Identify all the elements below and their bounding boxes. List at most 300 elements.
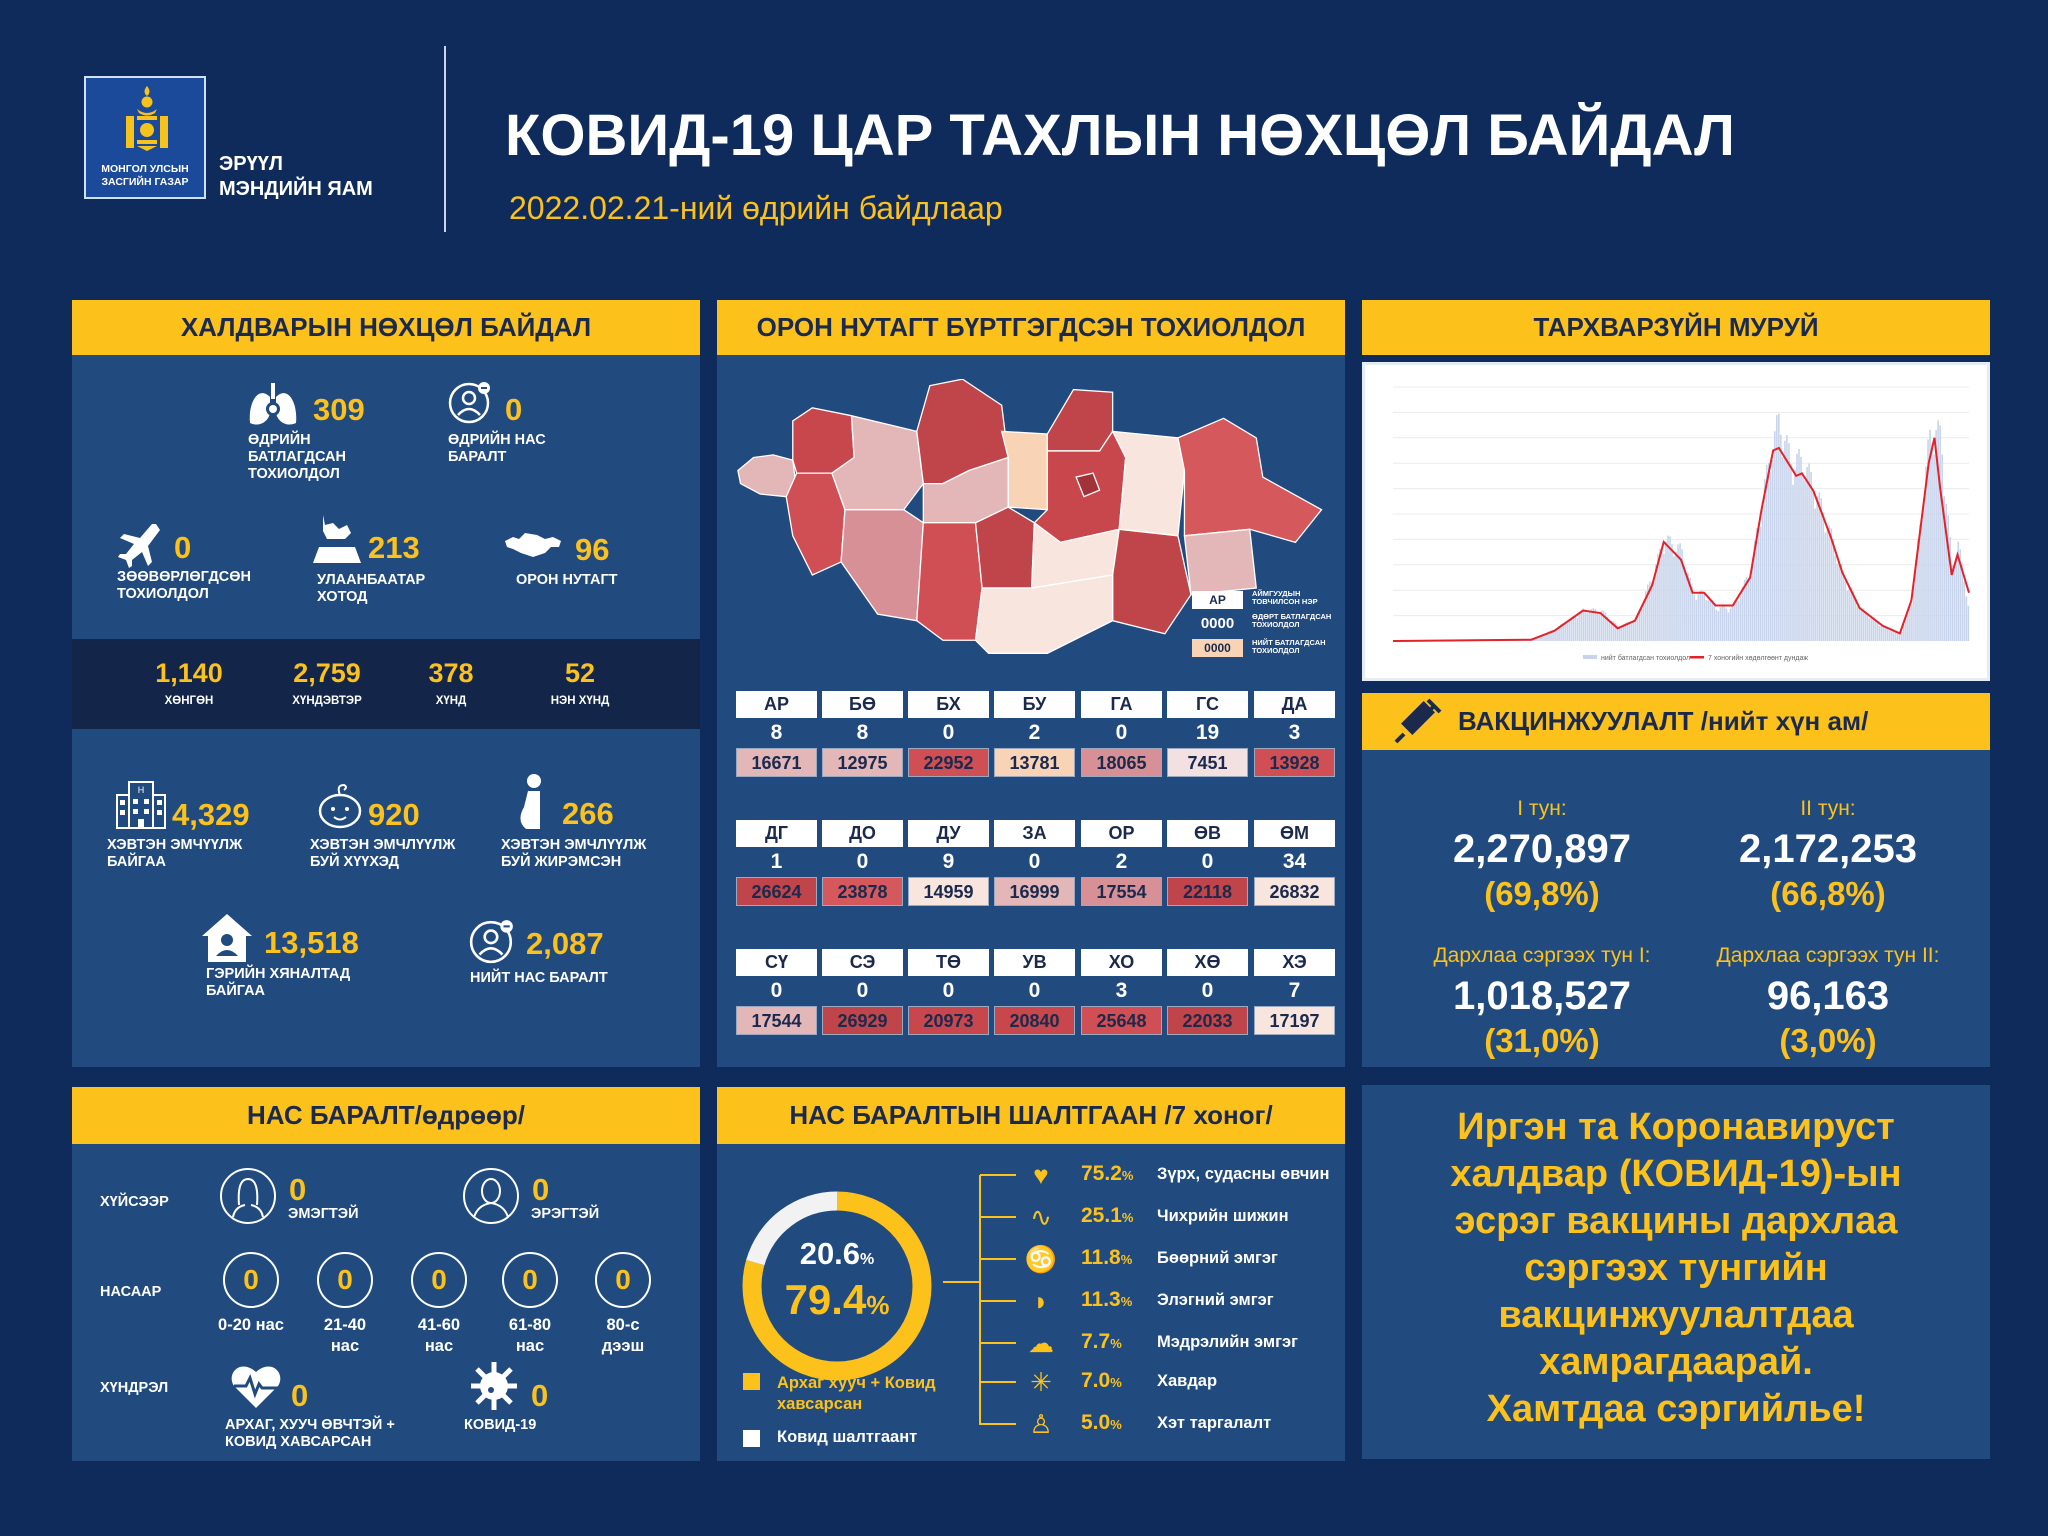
death-person-icon [468,918,516,964]
daily-cases-bar [1955,560,1957,641]
daily-cases-bar [1659,549,1661,641]
daily-cases-bar [1570,617,1572,641]
daily-cases-bar [1770,472,1772,641]
dose-percent: (69,8%) [1484,875,1600,912]
province-total-cases: 26832 [1254,877,1335,906]
children-value: 920 [368,797,420,832]
daily-cases-bar [1758,524,1760,641]
dose-label: I тун: [1517,797,1567,820]
map-region-sukhbaatar [1184,529,1256,594]
donut-covid-only-pct [737,1236,937,1272]
daily-cases-bar [1574,616,1576,641]
daily-cases-bar [1693,595,1695,641]
daily-cases-bar [1883,626,1885,641]
pct-unit: % [866,1290,890,1320]
daily-cases-bar [1857,606,1859,641]
daily-cases-bar [1871,617,1873,641]
daily-cases-bar [1750,578,1752,641]
daily-cases-bar [1768,463,1770,641]
by-age-label: НАСААР [100,1284,162,1300]
bracket-tick [980,1258,1016,1260]
province-daily-cases: 0 [1115,721,1128,744]
page-title: КОВИД-19 ЦАР ТАХЛЫН НӨХЦӨЛ БАЙДАЛ [505,103,1735,168]
daily-cases-bar [1714,604,1716,641]
dose-count: 2,270,897 [1453,827,1631,871]
government-logo [84,76,206,199]
daily-cases-bar [1667,535,1669,641]
daily-cases-bar [1802,476,1804,641]
daily-cases-bar [1966,597,1968,641]
daily-cases-bar [1766,465,1768,641]
daily-cases-bar [1643,600,1645,641]
daily-cases-bar [1585,610,1587,641]
daily-cases-bar [1587,613,1589,641]
bracket-tick [980,1381,1016,1383]
daily-cases-bar [1881,626,1883,641]
province-total-cases: 16999 [994,877,1075,906]
daily-cases-bar [1800,457,1802,641]
home-monitoring-value: 13,518 [264,925,359,960]
male-label: ЭРЭГТЭЙ [531,1206,600,1222]
daily-cases-bar [1556,629,1558,641]
legend-covid-swatch [743,1430,760,1447]
cause-percent [1081,1411,1122,1435]
bracket-tick [980,1174,1016,1176]
province-code: СҮ [736,949,817,976]
soyombo-emblem-icon [124,84,170,152]
daily-cases-bar [1566,623,1568,641]
province-daily-cases: 19 [1195,721,1220,744]
severity-value: 2,759 [293,658,361,688]
daily-cases-bar [1794,470,1796,641]
pct-unit: % [860,1251,875,1268]
daily-cases-bar [1641,608,1643,641]
daily-cases-bar [1780,435,1782,641]
daily-cases-bar [1746,577,1748,641]
syringe-icon [1390,698,1442,746]
age-group-label: 41-60 нас [417,1316,461,1355]
daily-cases-bar [1887,628,1889,641]
daily-cases-bar [1853,591,1855,641]
province-total-cases: 13928 [1254,748,1335,777]
daily-confirmed-label: ӨДРИЙН БАТЛАГДСАН ТОХИОЛДОЛ [248,432,347,482]
province-total-cases: 26624 [736,877,817,906]
province-code: БУ [994,691,1075,718]
province-code: ОР [1081,820,1162,847]
daily-cases-bar [1661,550,1663,641]
province-daily-cases: 0 [856,850,869,873]
cause-percent [1081,1246,1132,1270]
cause-percent-value: 7.0 [1081,1369,1111,1392]
daily-cases-bar [1564,624,1566,641]
daily-cases-bar [1899,634,1901,641]
daily-cases-bar [1939,425,1941,641]
daily-cases-bar [1732,606,1734,641]
children-label: ХЭВТЭН ЭМЧЛҮҮЛЖ БУЙ ХҮҮХЭД [310,837,456,870]
pct-unit: % [1121,1210,1134,1225]
daily-cases-bar [1851,588,1853,641]
province-code: ХО [1081,949,1162,976]
map-region-dornogovi [1113,529,1191,633]
province-code: СЭ [822,949,903,976]
daily-cases-bar [1798,449,1800,641]
province-daily-cases: 0 [770,979,783,1002]
daily-cases-bar [1810,472,1812,641]
daily-cases-bar [1718,611,1720,641]
daily-cases-bar [1830,528,1832,641]
province-total-cases: 22952 [908,748,989,777]
province-daily-cases: 0 [942,721,955,744]
pct-unit: % [1121,1168,1134,1183]
daily-cases-bar [1941,454,1943,641]
daily-cases-bar [1572,616,1574,641]
cause-label: Хэт таргалалт [1157,1414,1272,1432]
province-code: БХ [908,691,989,718]
daily-cases-bar [1913,584,1915,641]
cause-percent-value: 7.7 [1081,1330,1111,1353]
report-date: 2022.02.21-ний өдрийн байдлаар [509,190,1003,226]
province-total-cases: 12975 [822,748,903,777]
bracket-stem [943,1281,980,1283]
legend-bars-swatch [1583,655,1597,659]
map-legend-abbr-label: АЙМГУУДЫН ТОВЧИЛСОН НЭР [1252,589,1318,606]
province-total-cases: 20840 [994,1006,1075,1035]
severity-label: ХҮНД [435,695,467,707]
province-daily-cases: 7 [1288,979,1301,1002]
dose-label: Дархлаа сэргээх тун I: [1433,944,1651,967]
daily-confirmed-value: 309 [313,392,365,427]
cause-percent-value: 5.0 [1081,1411,1111,1434]
province-daily-cases: 2 [1115,850,1128,873]
cause-percent [1081,1369,1122,1393]
province-daily-cases: 2 [1028,721,1041,744]
daily-cases-bar [1889,631,1891,641]
dose-count: 2,172,253 [1739,827,1917,871]
daily-cases-bar [1619,628,1621,641]
daily-cases-bar [1671,544,1673,641]
severity-label: ХҮНДЭВТЭР [292,695,362,707]
map-region-khovd [786,473,845,575]
infection-panel-title: ХАЛДВАРЫН НӨХЦӨЛ БАЙДАЛ [72,300,700,355]
severity-label: ХӨНГӨН [164,695,214,707]
curve-panel-title: ТАРХВАРЗҮЙН МУРУЙ [1362,300,1990,355]
province-code: ДО [822,820,903,847]
pct-unit: % [1110,1417,1122,1432]
covid-label: КОВИД-19 [464,1417,537,1433]
ulaanbaatar-value: 213 [368,530,420,565]
ministry-name: ЭРҮҮЛ МЭНДИЙН ЯАМ [219,153,373,200]
pct-unit: % [1120,1252,1133,1267]
tumor-icon: ✳ [1030,1367,1052,1397]
vaccination-appeal-text: Иргэн та Коронавируст халдвар (КОВИД-19)-ын эсрэг вакцины дархлаа сэргээх тунгийн вакцинжуулалтдаа хамрагдаарай. Хамтдаа сэргийлье! [1450,1106,1902,1430]
daily-cases-bar [1869,618,1871,641]
hospitalized-label: ХЭВТЭН ЭМЧҮҮЛЖ БАЙГАА [107,837,243,870]
daily-cases-bar [1788,443,1790,641]
cause-label: Мэдрэлийн эмгэг [1157,1333,1298,1351]
daily-cases-bar [1863,608,1865,641]
heart-pulse-icon [230,1362,282,1410]
male-icon [462,1167,520,1225]
province-total-cases: 26929 [822,1006,903,1035]
daily-cases-bar [1720,608,1722,641]
daily-cases-bar [1591,609,1593,641]
daily-cases-bar [1947,515,1949,641]
daily-cases-bar [1675,552,1677,641]
heart-organ-icon: ♥ [1033,1160,1049,1190]
logo-text: МОНГОЛ УЛСЫН ЗАСГИЙН ГАЗАР [101,163,189,188]
daily-cases-bar [1663,554,1665,641]
cause-percent-value: 11.8 [1081,1246,1121,1269]
daily-cases-bar [1568,620,1570,641]
province-daily-cases: 1 [770,850,783,873]
pregnant-label: ХЭВТЭН ЭМЧЛҮҮЛЖ БУЙ ЖИРЭМСЭН [501,837,647,870]
regional-panel-title: ОРОН НУТАГТ БҮРТГЭГДСЭН ТОХИОЛДОЛ [717,300,1345,355]
province-code: ГА [1081,691,1162,718]
hospital-icon [115,781,167,829]
daily-cases-bar [1677,545,1679,641]
map-region-khentii [1113,431,1185,535]
imported-label: ЗӨӨВӨРЛӨГДСӨН ТОХИОЛДОЛ [117,569,252,602]
daily-cases-bar [1832,540,1834,641]
daily-cases-bar [1877,622,1879,641]
province-daily-cases: 0 [1201,979,1214,1002]
age-group-label: 21-40 нас [323,1316,367,1355]
daily-cases-bar [1790,464,1792,641]
female-label: ЭМЭГТЭЙ [288,1206,359,1222]
cause-percent-value: 25.1 [1081,1204,1122,1227]
cause-percent [1081,1330,1122,1354]
province-daily-cases: 0 [856,979,869,1002]
daily-cases-bar [1861,608,1863,641]
severity-value: 52 [564,658,596,688]
age-group-label: 80-с дээш [601,1316,645,1355]
home-person-icon [202,914,252,962]
death-person-icon [447,380,493,424]
map-region-bayankhongor [917,523,982,641]
daily-cases-bar [1673,556,1675,641]
age-group-label: 61-80 нас [508,1316,552,1355]
daily-cases-bar [1784,441,1786,641]
province-total-cases: 17544 [736,1006,817,1035]
daily-cases-bar [1697,595,1699,641]
province-total-cases: 22033 [1167,1006,1248,1035]
covid-only-pct-value: 20.6 [799,1236,861,1271]
chronic-pct-value: 79.4 [784,1276,867,1323]
lungs-icon [248,383,298,427]
daily-cases-bar [1772,460,1774,641]
daily-cases-bar [1855,598,1857,641]
daily-cases-bar [1730,609,1732,641]
daily-cases-bar [1683,565,1685,641]
map-legend-daily-sample: 0000 [1200,615,1235,632]
province-daily-cases: 8 [856,721,869,744]
legend-covid-label: Ковид шалтгаант [777,1428,918,1446]
daily-cases-bar [1699,591,1701,641]
age-group-deaths: 0 [522,1264,538,1295]
province-total-cases: 18065 [1081,748,1162,777]
obesity-icon: ♙ [1029,1409,1053,1439]
daily-cases-bar [1609,621,1611,641]
daily-cases-bar [1554,630,1556,641]
cause-label: Хавдар [1157,1372,1218,1390]
daily-cases-bar [1764,479,1766,641]
daily-cases-bar [1544,635,1546,641]
daily-cases-bar [1712,600,1714,641]
vaccination-title: ВАКЦИНЖУУЛАЛТ /нийт хүн ам/ [1458,706,1869,736]
province-daily-cases: 3 [1115,979,1128,1002]
daily-cases-bar [1911,605,1913,641]
daily-cases-bar [1580,610,1582,641]
daily-cases-bar [1816,497,1818,641]
daily-cases-bar [1891,631,1893,641]
province-total-cases: 17197 [1254,1006,1335,1035]
daily-cases-bar [1695,600,1697,641]
map-region-dornod [1178,418,1322,542]
province-code: АР [736,691,817,718]
daily-cases-bar [1774,431,1776,641]
daily-cases-bar [1716,610,1718,641]
daily-cases-bar [1595,609,1597,641]
epidemic-curve-chart [1362,362,1990,681]
severity-value: 1,140 [155,658,223,688]
daily-cases-bar [1621,627,1623,641]
map-region-selenge [1047,390,1112,451]
daily-cases-bar [1703,593,1705,641]
chronic-deaths-value: 0 [291,1378,309,1413]
female-deaths-value: 0 [289,1172,307,1207]
daily-cases-bar [1701,590,1703,641]
daily-cases-bar [1814,509,1816,641]
daily-cases-bar [1820,498,1822,641]
daily-cases-bar [1734,604,1736,641]
province-code: ӨВ [1167,820,1248,847]
daily-cases-bar [1867,615,1869,641]
daily-cases-bar [1782,457,1784,641]
bracket-tick [980,1423,1016,1425]
province-code: ДА [1254,691,1335,718]
daily-cases-bar [1893,631,1895,641]
province-code: ЗА [994,820,1075,847]
daily-cases-bar [1685,574,1687,641]
daily-cases-bar [1589,612,1591,641]
daily-cases-bar [1651,582,1653,641]
daily-cases-bar [1822,513,1824,641]
total-deaths-label: НИЙТ НАС БАРАЛТ [470,970,608,986]
daily-cases-bar [1865,611,1867,641]
province-code: ТӨ [908,949,989,976]
daily-deaths-value: 0 [505,392,523,427]
province-daily-cases: 3 [1288,721,1301,744]
local-label: ОРОН НУТАГТ [516,572,618,588]
daily-cases-bar [1740,596,1742,641]
severity-value: 378 [428,658,474,688]
daily-cases-bar [1953,568,1955,641]
daily-cases-bar [1806,467,1808,641]
by-sex-label: ХҮЙСЭЭР [100,1194,169,1210]
severity-label: НЭН ХҮНД [550,695,610,707]
daily-cases-bar [1835,556,1837,641]
daily-cases-bar [1707,600,1709,641]
cause-label: Зүрх, судасны өвчин [1157,1165,1330,1183]
daily-cases-bar [1964,581,1966,641]
daily-cases-bar [1909,606,1911,641]
province-total-cases: 22118 [1167,877,1248,906]
daily-cases-bar [1669,536,1671,641]
daily-cases-bar [1742,587,1744,641]
legend-bars-label: нийт батлагдсан тохиолдол [1601,655,1691,662]
daily-cases-bar [1796,454,1798,641]
map-legend-total-label: НИЙТ БАТЛАГДСАН ТОХИОЛДОЛ [1252,638,1326,655]
cause-label: Чихрийн шижин [1157,1207,1289,1225]
province-code: ХЭ [1254,949,1335,976]
home-monitoring-label: ГЭРИЙН ХЯНАЛТАД БАЙГАА [206,966,351,999]
covid-deaths-value: 0 [531,1378,549,1413]
dose-count: 96,163 [1766,974,1890,1018]
cause-percent [1081,1204,1133,1228]
age-group-deaths: 0 [337,1264,353,1295]
mongolia-map-icon [505,531,563,557]
dose-label: II тун: [1800,797,1856,820]
daily-cases-bar [1879,626,1881,641]
female-icon [219,1167,277,1225]
daily-cases-bar [1635,618,1637,641]
daily-cases-bar [1726,609,1728,641]
daily-cases-bar [1722,606,1724,641]
daily-cases-bar [1736,601,1738,641]
province-total-cases: 14959 [908,877,989,906]
province-daily-cases: 0 [1201,850,1214,873]
daily-cases-bar [1804,481,1806,641]
province-code: ХӨ [1167,949,1248,976]
header-divider [444,46,446,232]
daily-cases-bar [1691,587,1693,641]
daily-cases-bar [1843,572,1845,641]
pct-unit: % [1120,1294,1133,1309]
daily-cases-bar [1724,606,1726,641]
daily-cases-bar [1818,493,1820,641]
map-region-govi-altai [841,510,923,621]
daily-cases-bar [1841,564,1843,641]
daily-cases-bar [1631,624,1633,641]
daily-cases-bar [1837,563,1839,641]
daily-cases-bar [1826,530,1828,641]
daily-cases-bar [1885,627,1887,641]
daily-cases-bar [1847,591,1849,641]
age-group-deaths: 0 [431,1264,447,1295]
legend-chronic-swatch [743,1373,760,1390]
daily-cases-bar [1633,621,1635,641]
daily-cases-bar [1901,631,1903,641]
hospitalized-value: 4,329 [172,797,250,832]
daily-cases-bar [1599,614,1601,641]
daily-cases-bar [1597,612,1599,641]
province-total-cases: 7451 [1167,748,1248,777]
province-total-cases: 13781 [994,748,1075,777]
daily-cases-bar [1760,527,1762,641]
province-code: ДГ [736,820,817,847]
daily-cases-bar [1812,490,1814,641]
daily-cases-bar [1808,464,1810,641]
daily-deaths-label: ӨДРИЙН НАС БАРАЛТ [448,432,546,465]
daily-cases-bar [1705,600,1707,641]
daily-cases-bar [1583,608,1585,641]
daily-deaths-panel-title: НАС БАРАЛТ/өдрөөр/ [72,1087,700,1144]
daily-cases-bar [1786,435,1788,641]
dose-percent: (66,8%) [1770,875,1886,912]
province-daily-cases: 34 [1282,850,1307,873]
map-region-ovorkhangai [976,507,1035,588]
daily-cases-bar [1849,588,1851,641]
